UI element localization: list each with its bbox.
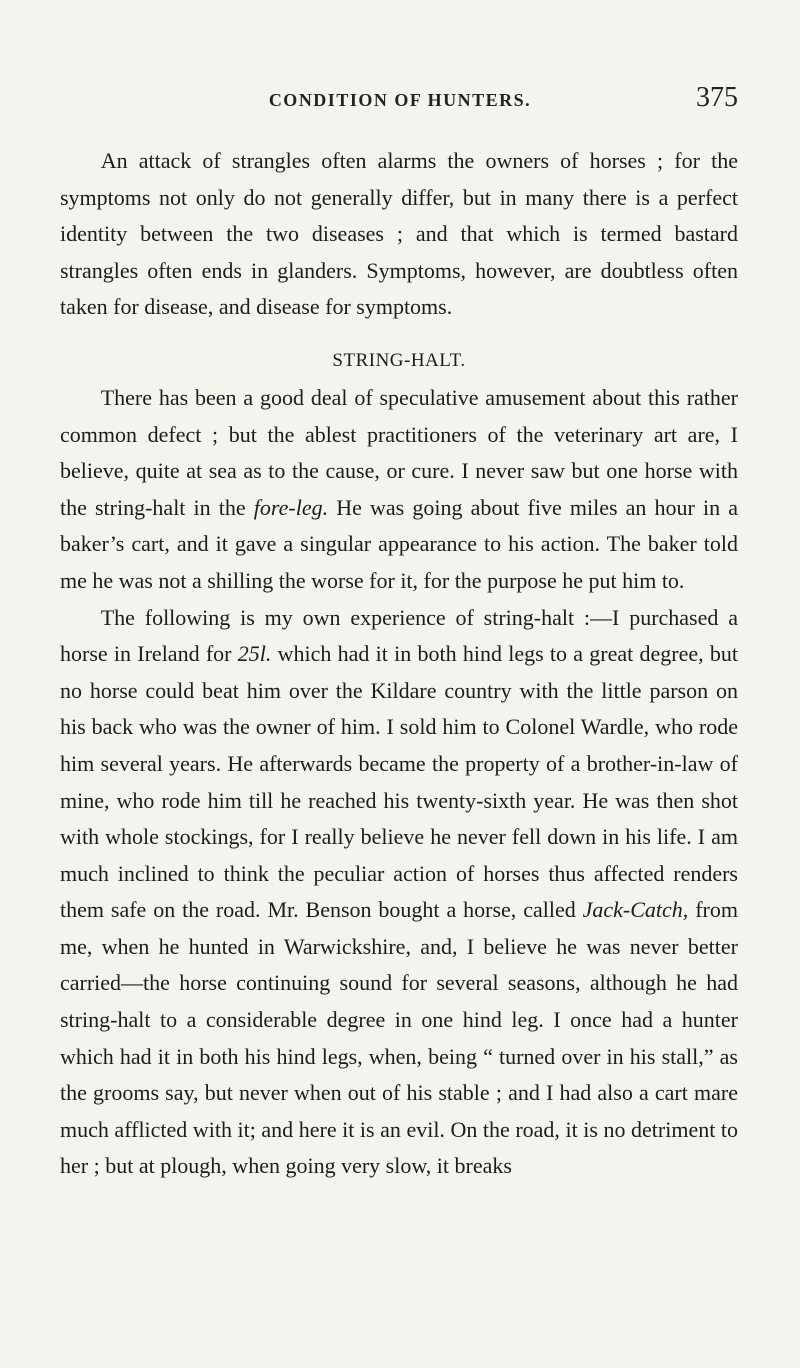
paragraph-text: The following is my own experience of string-halt :—I purchased a horse in Ireland for [60,604,738,667]
paragraph-text: There has been a good deal of speculative amusement about this rather common defect ; but the ablest practitioners of the veterinary art are, I believe, quite at sea as to the cause, or cure. I never saw but one horse with the string-halt in the [60,384,738,520]
paragraph-text: He was going about five miles an hour in a baker’s cart, and it gave a singular appearance to his action. The baker told me he was not a shilling the worse for it, for the purpose he put him to. [60,494,738,593]
paragraph-string-halt-intro [60,380,738,600]
section-heading: STRING-HALT. [332,349,466,371]
running-head: CONDITION OF HUNTERS. [268,90,532,110]
page-number: 375 [696,82,738,113]
italic-term: fore-leg. [253,494,329,520]
paragraph-text: which had it in both hind legs to a great degree, but no horse could beat him over the Kildare country with the little parson on his back who was the owner of him. I sold him to Colonel Wardle, who rode him several years. He afterwards became the property of a brother-in-law of mine, who rode him till he reached his twenty-sixth year. He was then shot with whole stockings, for I really believe he never fell down in his life. I am much inclined to think the peculiar action of horses thus affected renders them safe on the road. Mr. Benson bought a horse, called [60,641,739,923]
body-text [60,143,738,1185]
paragraph-experience [60,600,738,1186]
horse-name: Jack-Catch, [582,897,689,923]
price-term: 25l. [237,641,272,667]
page-header [60,82,740,122]
paragraph-strangles: An attack of strangles often alarms the owners of horses ; for the symptoms not only do not generally differ, but in many there is a perfect identity between the two diseases ; and that which is termed bastard strangles often ends in glanders. Symptoms, however, are doubtless often taken for disease, and disease for symptoms. [60,148,738,320]
paragraph-text: from me, when he hunted in Warwickshire, and, I believe he was never better carried—the horse continuing sound for several seasons, although he had string-halt to a considerable degree in one hind leg. I once had a hunter which had it in both his hind legs, when, being “ turned over in his stall,” as the grooms say, but never when out of his stable ; and I had also a cart mare much afflicted with it; and here it is an evil. On the road, it is no detriment to her ; but at plough, when going very slow, it breaks [60,897,738,1179]
